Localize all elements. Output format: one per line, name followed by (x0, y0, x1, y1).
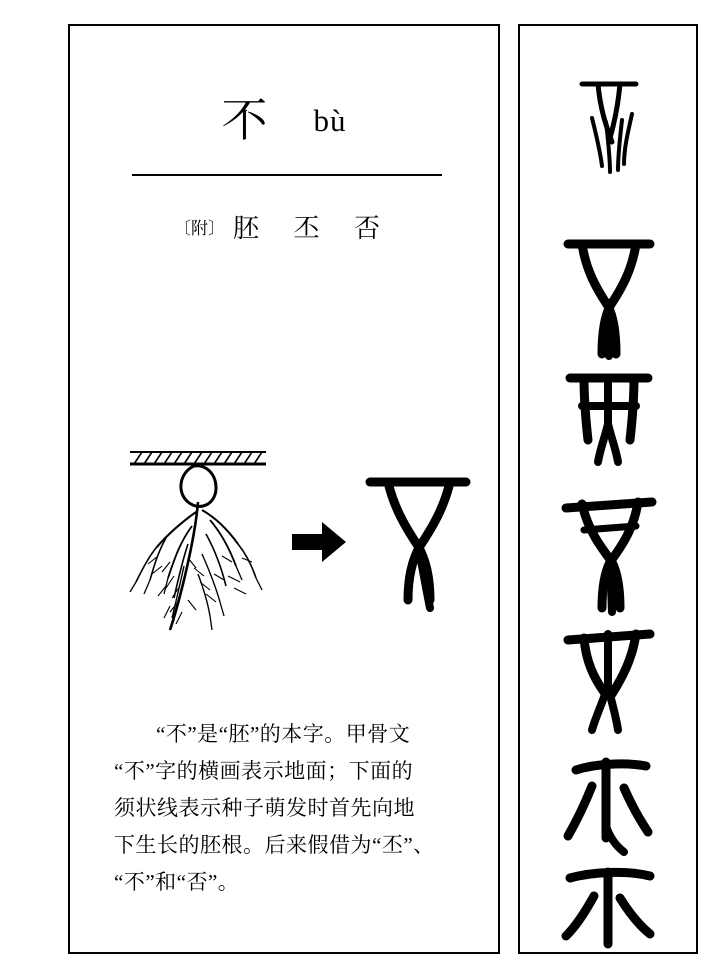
explanation-line-5: “不”和“否”。 (114, 870, 240, 894)
arrow-icon (292, 522, 346, 562)
seal-script-form-2 (568, 634, 650, 730)
seal-script-form-1 (566, 502, 652, 612)
entry-panel (68, 24, 500, 954)
oracle-bone-form-1 (582, 84, 636, 172)
explanation-text (114, 716, 462, 901)
explanation-line-4: 下生长的胚根。后来假借为“丕”、 (114, 833, 435, 857)
illustration-area (70, 416, 498, 696)
explanation-line-1: “不”是“胚”的本字。甲骨文 (156, 722, 411, 746)
variant-characters: 胚 丕 否 (232, 214, 394, 243)
oracle-bone-form-2 (568, 244, 650, 356)
explanation-line-3: 须状线表示种子萌发时首先向地 (114, 796, 415, 820)
ancient-script-forms-column (520, 26, 696, 952)
headword-row (70, 95, 498, 146)
pinyin-label: bù (313, 103, 347, 138)
regular-script-form (566, 872, 650, 944)
horizontal-divider (132, 174, 442, 176)
clerical-script-form (568, 762, 648, 852)
oracle-bone-form-bu (370, 482, 466, 608)
variants-tag: 〔附〕 (173, 219, 225, 238)
variants-row (70, 208, 498, 245)
headword-character: 不 (221, 95, 270, 146)
bronze-script-form (570, 378, 648, 462)
ancient-forms-panel (518, 24, 698, 954)
explanation-line-2: “不”字的横画表示地面；下面的 (114, 759, 414, 783)
seedling-root-drawing (130, 452, 266, 630)
